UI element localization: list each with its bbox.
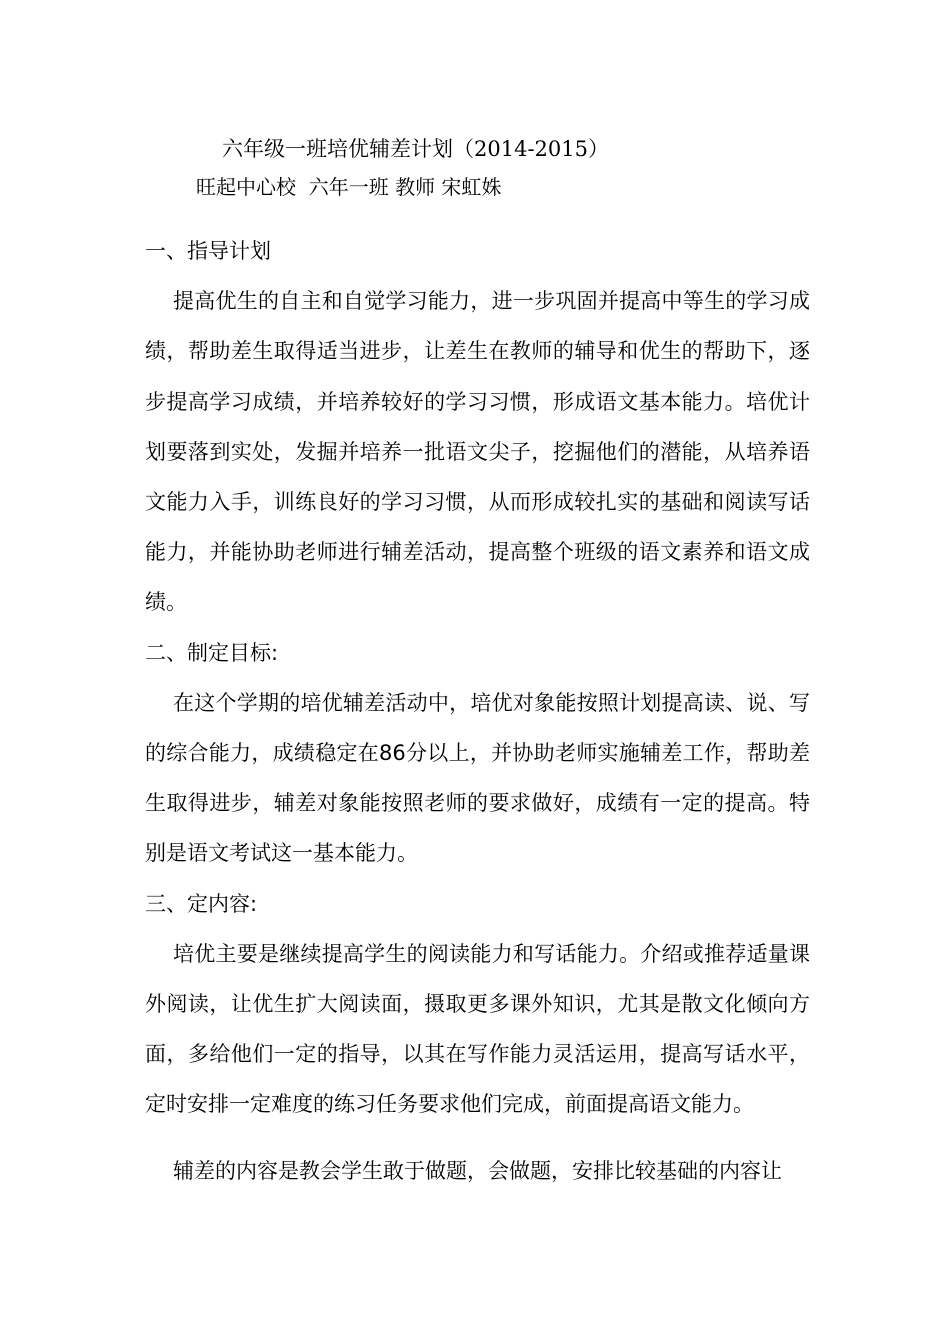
section-set-goals: [145, 628, 810, 879]
section-guidance-plan: [145, 226, 810, 628]
section-paragraph: 辅差的内容是教会学生敢于做题，会做题，安排比较基础的内容让: [173, 1158, 782, 1183]
section-heading: 二、制定目标:: [145, 640, 279, 665]
section-paragraph: 在这个学期的培优辅差活动中，培优对象能按照计划提高读、说、写的综合能力，成绩稳定在86分以上，并协助老师实施辅差工作，帮助差生取得进步，辅差对象能按照老师的要求做好，成绩有一定的提高。特别是语文考试这一基本能力。: [145, 690, 810, 866]
section-paragraph: 培优主要是继续提高学生的阅读能力和写话能力。介绍或推荐适量课外阅读，让优生扩大阅读面，摄取更多课外知识，尤其是散文化倾向方面，多给他们一定的指导，以其在写作能力灵活运用，提高写话水平，定时安排一定难度的练习任务要求他们完成，前面提高语文能力。: [145, 941, 810, 1117]
document-byline: 旺起中心校 六年一班 教师 宋虹姝: [196, 175, 502, 199]
section-paragraph: 提高优生的自主和自觉学习能力，进一步巩固并提高中等生的学习成绩，帮助差生取得适当进步，让差生在教师的辅导和优生的帮助下，逐步提高学习成绩，并培养较好的学习习惯，形成语文基本能力。培优计划要落到实处，发掘并培养一批语文尖子，挖掘他们的潜能，从培养语文能力入手，训练良好的学习习惯，从而形成较扎实的基础和阅读写话能力，并能协助老师进行辅差活动，提高整个班级的语文素养和语文成绩。: [145, 289, 810, 615]
document-title: 六年级一班培优辅差计划（2014-2015）: [222, 137, 609, 161]
section-heading: 三、定内容:: [145, 891, 258, 916]
document-body: [145, 226, 810, 1196]
section-heading: 一、指导计划: [145, 239, 271, 263]
section-set-content: [145, 879, 810, 1196]
